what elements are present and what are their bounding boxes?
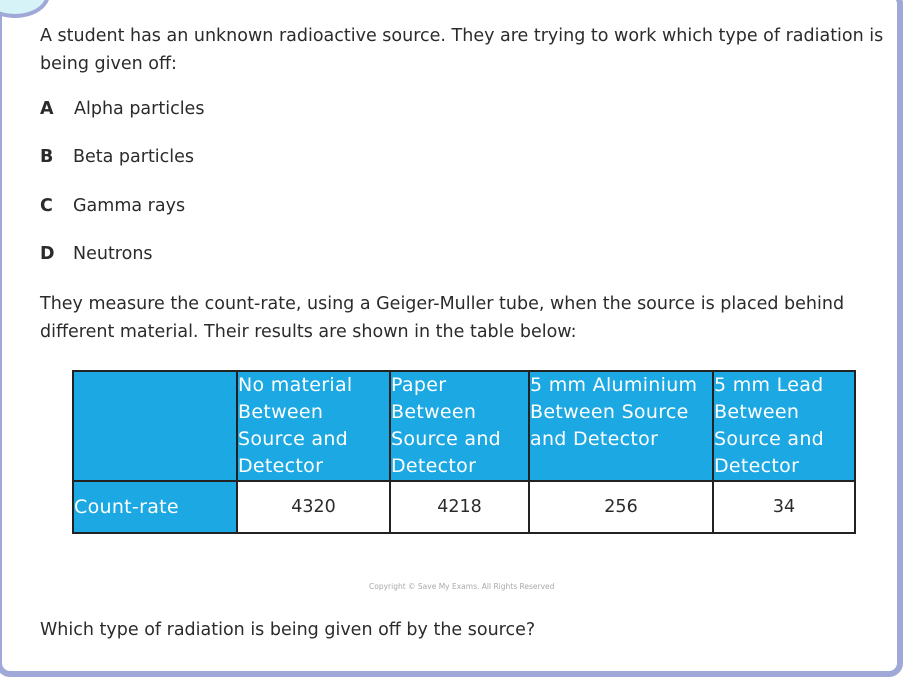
count-rate-paper: 4218 <box>390 481 529 533</box>
table-header-cell <box>237 371 390 481</box>
header-line: Between <box>238 401 324 423</box>
option-d[interactable] <box>40 244 153 264</box>
option-b[interactable] <box>40 147 194 167</box>
table-corner-cell <box>73 371 237 481</box>
option-letter: C <box>40 196 53 216</box>
option-text: Neutrons <box>73 244 153 264</box>
option-letter: A <box>40 99 54 119</box>
row-label-count-rate: Count-rate <box>73 481 237 533</box>
option-letter: B <box>40 147 54 167</box>
question-prompt: Which type of radiation is being given off by the source? <box>40 620 536 640</box>
header-line: Source and <box>391 428 502 450</box>
header-line: Detector <box>714 455 800 477</box>
header-line: No material <box>238 374 353 396</box>
option-text: Beta particles <box>73 147 195 167</box>
count-rate-no-material: 4320 <box>237 481 390 533</box>
table-header-cell <box>529 371 713 481</box>
option-text: Gamma rays <box>73 196 186 216</box>
question-intro: A student has an unknown radioactive source. They are trying to work which type of radiation is being given off: <box>40 26 884 74</box>
header-line: Between Source <box>530 401 689 423</box>
header-line: Detector <box>391 455 477 477</box>
option-text: Alpha particles <box>74 99 205 119</box>
header-line: Between <box>714 401 800 423</box>
table-row <box>73 481 855 533</box>
header-line: 5 mm Aluminium <box>530 374 698 396</box>
option-a[interactable] <box>40 99 204 119</box>
header-line: Source and <box>714 428 825 450</box>
header-line: Paper <box>391 374 447 396</box>
option-c[interactable] <box>40 196 185 216</box>
count-rate-lead: 34 <box>713 481 855 533</box>
count-rate-aluminium: 256 <box>529 481 713 533</box>
table-header-cell <box>390 371 529 481</box>
copyright-notice: Copyright © Save My Exams. All Rights Reserved <box>369 582 555 591</box>
option-letter: D <box>40 244 55 264</box>
results-table <box>72 370 856 534</box>
header-line: and Detector <box>530 428 659 450</box>
header-line: Detector <box>238 455 324 477</box>
header-line: Source and <box>238 428 349 450</box>
header-line: Between <box>391 401 477 423</box>
header-line: 5 mm Lead <box>714 374 824 396</box>
table-intro: They measure the count-rate, using a Geiger-Muller tube, when the source is placed behind different material. Their results are shown in the table below: <box>40 294 845 342</box>
table-header-row <box>73 371 855 481</box>
table-header-cell <box>713 371 855 481</box>
